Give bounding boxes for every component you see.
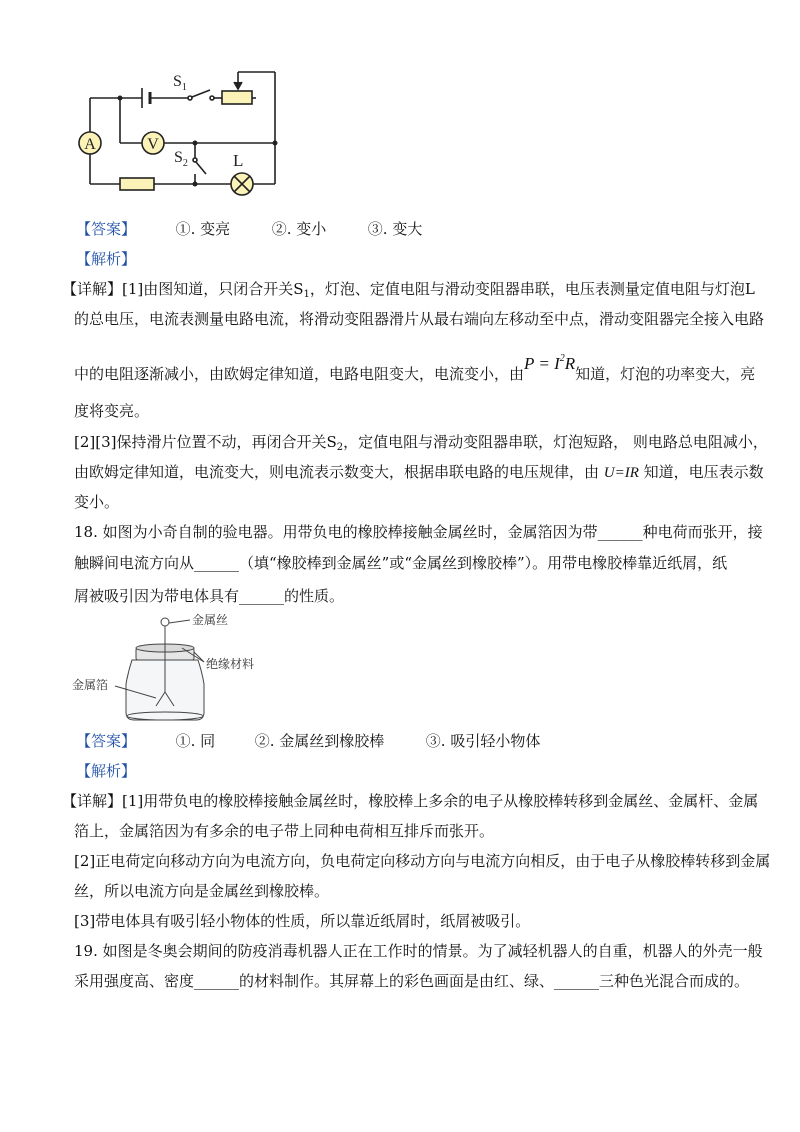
label-metal-wire: 金属丝 (192, 613, 229, 627)
q17-detail-line-4: 度将变亮。 (74, 402, 150, 420)
voltmeter-label: V (147, 136, 159, 153)
q18-analysis-tag: 【解析】 (76, 762, 137, 780)
q17-answer-2: ②. 变小 (271, 220, 327, 238)
q18-detail-line-5: [3]带电体具有吸引轻小物体的性质，所以靠近纸屑时，纸屑被吸引。 (74, 912, 531, 930)
power-formula: $P = I^2R$ (524, 353, 576, 373)
q17-answer-tag: 【答案】 (76, 220, 137, 238)
q17-detail-text-1b: ，灯泡、定值电阻与滑动变阻器串联，电压表测量定值电阻与灯泡L (309, 280, 755, 298)
ammeter-symbol (79, 132, 101, 154)
q17-detail-line-1 (62, 279, 755, 305)
q17-detail-line-3 (74, 353, 756, 384)
q18-answer-1: ①. 同 (175, 732, 216, 750)
q17-detail-line-6: 由欧姆定律知道，电流变大，则电流表示数变大，根据串联电路的电压规律，由 U=IR 知道，电压表示数 (74, 463, 764, 481)
ammeter-label: A (84, 136, 96, 153)
q18-question-line-2: 触瞬间电流方向从______（填“橡胶棒到金属丝”或“金属丝到橡胶棒”）。用带电橡胶棒靠近纸屑，纸 (74, 554, 728, 572)
q18-answer-row (76, 731, 540, 751)
label-insulating-material: 绝缘材料 (206, 657, 255, 671)
q18-answer-3: ③. 吸引轻小物体 (425, 732, 541, 750)
q17-detail-text-3a: 中的电阻逐渐减小，由欧姆定律知道，电路电阻变大，电流变小，由 (74, 365, 525, 383)
switch-s1-label: $S_1$ (173, 73, 187, 93)
q17-answer-1: ①. 变亮 (175, 220, 231, 238)
q17-answer-3: ③. 变大 (367, 220, 423, 238)
q17-detail-line-2: 的总电压，电流表测量电路电流，将滑动变阻器滑片从最右端向左移动至中点，滑动变阻器完全接入电路 (74, 310, 765, 328)
circuit-diagram (70, 60, 290, 200)
q17-detail-text-1a: [1]由图知道，只闭合开关S (122, 280, 304, 298)
q18-answer-2: ②. 金属丝到橡胶棒 (254, 732, 385, 750)
q18-question-line-1: 18. 如图为小奇自制的验电器。用带负电的橡胶棒接触金属丝时，金属箔因为带______种电荷而张开，接 (74, 523, 763, 541)
q17-analysis-tag: 【解析】 (76, 250, 137, 268)
q17-answer-row (76, 219, 422, 239)
q18-answer-tag: 【答案】 (76, 732, 137, 750)
q18-detail-line-1: 【详解】[1]用带负电的橡胶棒接触金属丝时，橡胶棒上多余的电子从橡胶棒转移到金属丝、金属杆、金属 (62, 792, 759, 810)
q18-detail-tag: 【详解】 (62, 792, 123, 810)
electroscope-figure (70, 612, 270, 724)
label-metal-foil: 金属箔 (72, 678, 109, 692)
q17-detail-line-7: 变小。 (74, 493, 120, 511)
q17-detail-line-5: [2][3]保持滑片位置不动，再闭合开关$S_2$，定值电阻与滑动变阻器串联，灯泡短路， 则电路总电阻减小， (74, 433, 768, 453)
q17-detail-text-3b: 知道，灯泡的功率变大，亮 (575, 365, 756, 383)
voltmeter-symbol (142, 132, 164, 154)
q18-question-line-3: 屑被吸引因为带电体具有______的性质。 (74, 587, 345, 605)
switch-s2-label: $S_2$ (174, 149, 188, 169)
q19-question-line-2: 采用强度高、密度______的材料制作。其屏幕上的彩色画面是由红、绿、______三种色光混合而成的。 (74, 972, 750, 990)
q18-detail-line-4: 丝，所以电流方向是金属丝到橡胶棒。 (74, 882, 330, 900)
q18-detail-line-3: [2]正电荷定向移动方向为电流方向，负电荷定向移动方向与电流方向相反，由于电子从橡胶棒转移到金属 (74, 852, 771, 870)
q19-question-line-1: 19. 如图是冬奥会期间的防疫消毒机器人正在工作时的情景。为了减轻机器人的自重，机器人的外壳一般 (74, 942, 763, 960)
lamp-label: L (233, 151, 244, 170)
q17-detail-tag: 【详解】 (62, 280, 123, 298)
q18-detail-line-2: 箔上，金属箔因为有多余的电子带上同种电荷相互排斥而张开。 (74, 822, 495, 840)
q17-detail-sub-1: 1 (303, 289, 310, 300)
lamp-symbol (231, 173, 253, 195)
